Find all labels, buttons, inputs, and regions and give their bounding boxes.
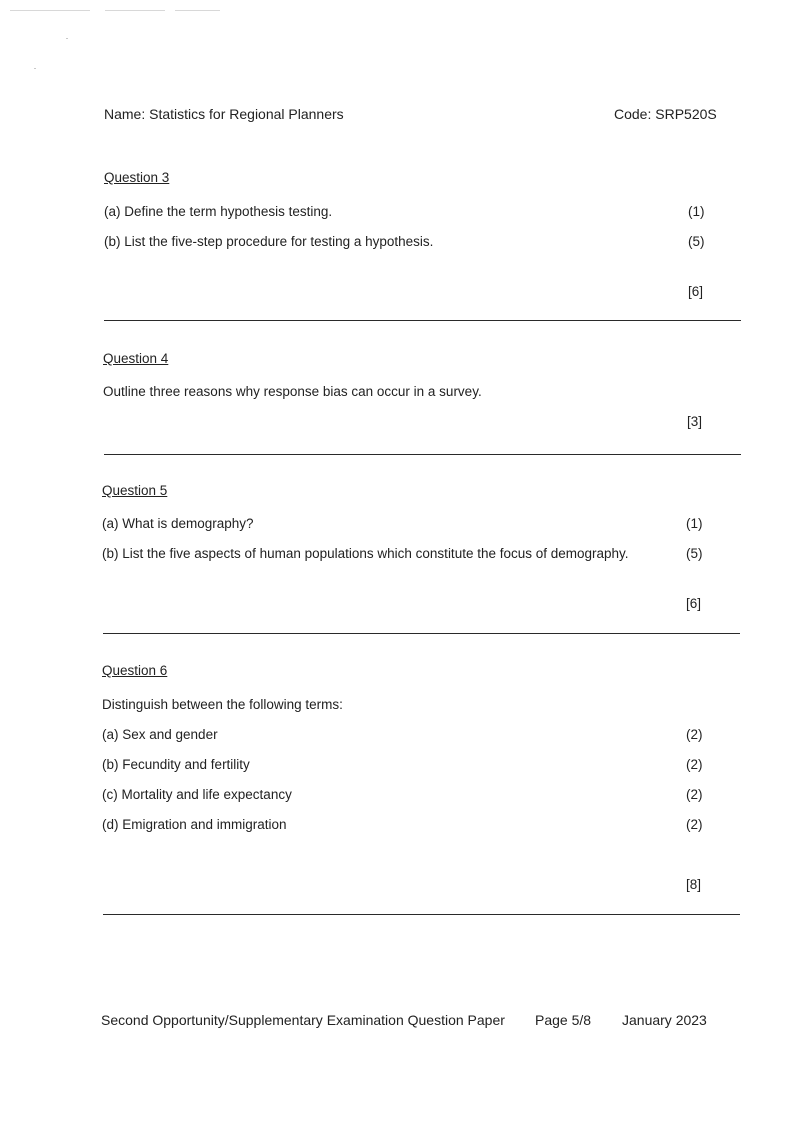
scan-artifact xyxy=(10,10,90,11)
footer-date: January 2023 xyxy=(622,1012,707,1028)
question-5a-text: (a) What is demography? xyxy=(102,516,254,531)
section-divider xyxy=(104,454,741,455)
question-6-intro: Distinguish between the following terms: xyxy=(102,697,343,712)
question-3a-text: (a) Define the term hypothesis testing. xyxy=(104,204,333,219)
section-divider xyxy=(103,633,740,634)
question-5-title: Question 5 xyxy=(102,483,168,498)
scan-artifact xyxy=(34,68,36,69)
footer-page-number: Page 5/8 xyxy=(535,1012,592,1028)
question-3b-mark: (5) xyxy=(688,234,705,249)
question-5-total: [6] xyxy=(686,596,702,611)
question-6d-mark: (2) xyxy=(686,817,703,832)
question-6d-text: (d) Emigration and immigration xyxy=(102,817,287,832)
question-6a-text: (a) Sex and gender xyxy=(102,727,218,742)
scan-artifact xyxy=(105,10,165,11)
question-4-total: [3] xyxy=(687,414,703,429)
question-3-title: Question 3 xyxy=(104,170,170,185)
question-4-text: Outline three reasons why response bias can occur in a survey. xyxy=(103,384,482,399)
scan-artifact xyxy=(175,10,220,11)
question-4-title: Question 4 xyxy=(103,351,169,366)
question-6c-text: (c) Mortality and life expectancy xyxy=(102,787,292,802)
footer-paper-title: Second Opportunity/Supplementary Examination Question Paper xyxy=(101,1012,505,1028)
question-5b-text: (b) List the five aspects of human populations which constitute the focus of demography. xyxy=(102,546,629,561)
question-6-total: [8] xyxy=(686,877,702,892)
question-3-total: [6] xyxy=(688,284,704,299)
question-6b-text: (b) Fecundity and fertility xyxy=(102,757,250,772)
question-3a-mark: (1) xyxy=(688,204,705,219)
question-6a-mark: (2) xyxy=(686,727,703,742)
question-5a-mark: (1) xyxy=(686,516,703,531)
question-3b-text: (b) List the five-step procedure for testing a hypothesis. xyxy=(104,234,434,249)
section-divider xyxy=(104,320,741,321)
course-name: Name: Statistics for Regional Planners xyxy=(104,106,344,122)
scan-artifact xyxy=(66,38,68,39)
course-code: Code: SRP520S xyxy=(614,106,717,122)
question-6c-mark: (2) xyxy=(686,787,703,802)
question-6b-mark: (2) xyxy=(686,757,703,772)
section-divider xyxy=(103,914,740,915)
question-6-title: Question 6 xyxy=(102,663,168,678)
question-5b-mark: (5) xyxy=(686,546,703,561)
